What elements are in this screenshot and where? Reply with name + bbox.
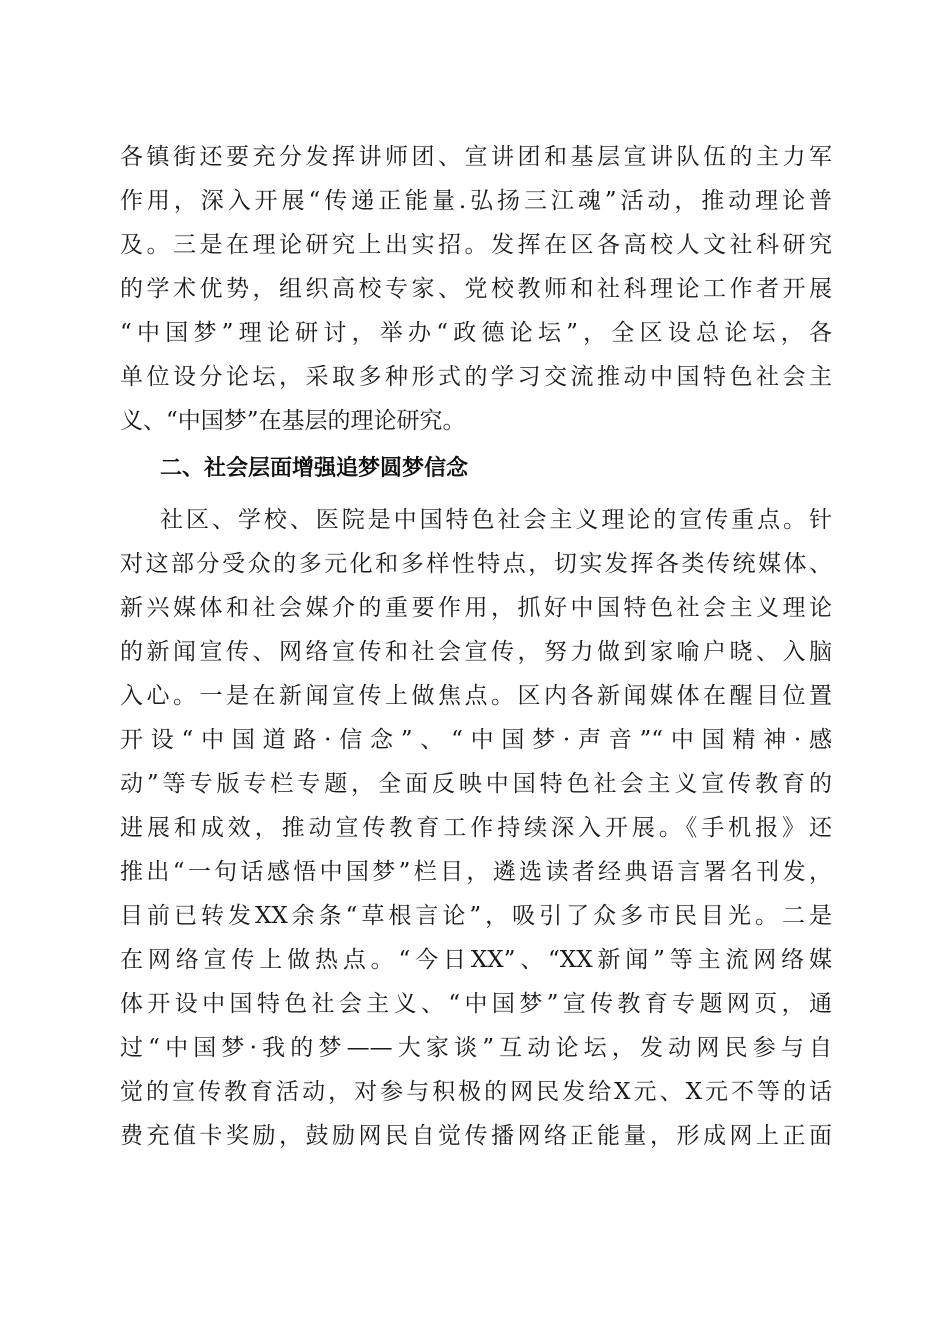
paragraph-1-line-3: 及。三是在理论研究上出实招。发挥在区各高校人文社科研究 xyxy=(120,232,832,258)
paragraph-1-line-5: “中国梦”理论研讨，举办“政德论坛”，全区设总论坛，各 xyxy=(120,320,832,346)
paragraph-2-line-7: 动”等专版专栏专题，全面反映中国特色社会主义宣传教育的 xyxy=(120,771,832,797)
paragraph-2-line-15: 费充值卡奖励，鼓励网民自觉传播网络正能量，形成网上正面 xyxy=(120,1123,832,1149)
paragraph-2-line-9: 推出“一句话感悟中国梦”栏目，遴选读者经典语言署名刊发， xyxy=(120,859,832,885)
paragraph-2-line-10: 目前已转发XX余条“草根言论”，吸引了众多市民目光。二是 xyxy=(120,903,832,929)
paragraph-2-line-4: 的新闻宣传、网络宣传和社会宣传，努力做到家喻户晓、入脑 xyxy=(120,639,832,665)
paragraph-1-line-4: 的学术优势，组织高校专家、党校教师和社科理论工作者开展 xyxy=(120,276,832,302)
paragraph-2-line-11: 在网络宣传上做热点。“今日XX”、“XX新闻”等主流网络媒 xyxy=(120,947,832,973)
paragraph-2-line-6: 开设“中国道路·信念”、“中国梦·声音”“中国精神·感 xyxy=(120,727,832,753)
paragraph-1-line-2: 作用，深入开展“传递正能量.弘扬三江魂”活动，推动理论普 xyxy=(120,188,832,214)
paragraph-2-line-8: 进展和成效，推动宣传教育工作持续深入开展。《手机报》还 xyxy=(120,815,832,841)
paragraph-1-line-6: 单位设分论坛，采取多种形式的学习交流推动中国特色社会主 xyxy=(120,364,832,390)
paragraph-2-line-5: 入心。一是在新闻宣传上做焦点。区内各新闻媒体在醒目位置 xyxy=(120,683,832,709)
paragraph-2-line-12: 体开设中国特色社会主义、“中国梦”宣传教育专题网页，通 xyxy=(120,991,832,1017)
section-heading: 二、社会层面增强追梦圆梦信念 xyxy=(160,456,469,481)
paragraph-2-line-3: 新兴媒体和社会媒介的重要作用，抓好中国特色社会主义理论 xyxy=(120,595,832,621)
paragraph-1-line-1: 各镇街还要充分发挥讲师团、宣讲团和基层宣讲队伍的主力军 xyxy=(120,144,832,170)
paragraph-2-line-14: 觉的宣传教育活动，对参与积极的网民发给X元、X元不等的话 xyxy=(120,1079,832,1105)
paragraph-2-line-1: 社区、学校、医院是中国特色社会主义理论的宣传重点。针 xyxy=(160,507,832,533)
paragraph-1-line-7: 义、“中国梦”在基层的理论研究。 xyxy=(120,408,466,434)
paragraph-2-line-2: 对这部分受众的多元化和多样性特点，切实发挥各类传统媒体、 xyxy=(120,551,832,577)
paragraph-2-line-13: 过“中国梦·我的梦——大家谈”互动论坛，发动网民参与自 xyxy=(120,1035,832,1061)
